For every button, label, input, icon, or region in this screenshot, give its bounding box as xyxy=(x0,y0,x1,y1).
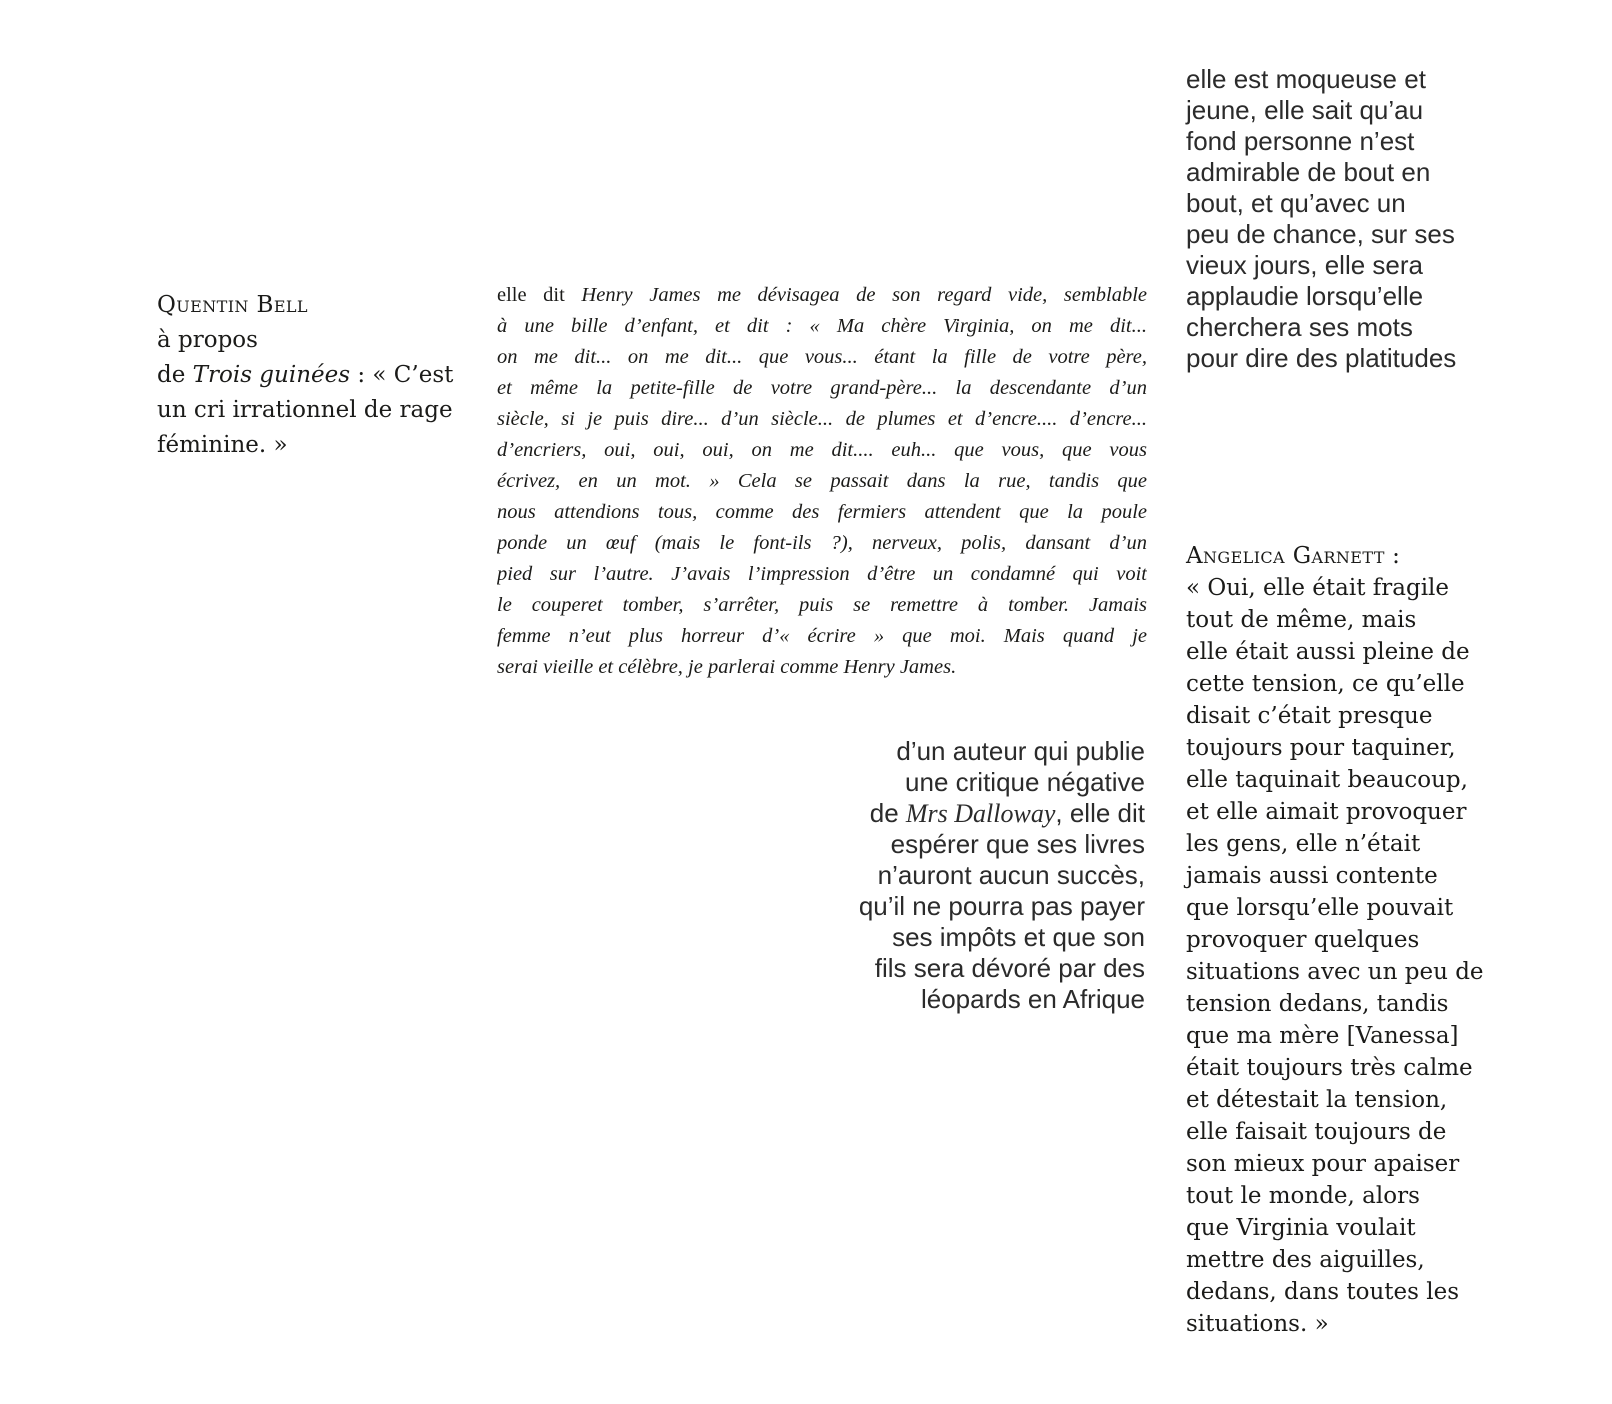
text-segment: cherchera ses mots xyxy=(1186,312,1413,342)
quote-henry-james xyxy=(497,280,1147,683)
text-segment: vieux jours, elle sera xyxy=(1186,250,1423,280)
text-segment: elle faisait toujours de xyxy=(1186,1119,1447,1145)
text-line xyxy=(1186,95,1496,126)
text-line xyxy=(497,559,1147,590)
text-segment: pied sur l’autre. J’avais l’impression d’être un condamné qui voit xyxy=(497,563,1147,585)
text-segment: provoquer quelques xyxy=(1186,927,1420,953)
text-line xyxy=(1186,126,1496,157)
text-segment: bout, et qu’avec un xyxy=(1186,188,1406,218)
text-segment: à propos xyxy=(157,327,258,353)
text-segment: elle est moqueuse et xyxy=(1186,64,1426,94)
text-segment: féminine. » xyxy=(157,432,288,458)
text-line xyxy=(1186,828,1506,860)
text-line xyxy=(497,373,1147,404)
text-line xyxy=(1186,604,1506,636)
text-line xyxy=(497,621,1147,652)
text-segment: Trois guinées xyxy=(192,362,351,388)
text-line xyxy=(157,393,497,428)
text-segment: elle était aussi pleine de xyxy=(1186,639,1470,665)
text-line xyxy=(1186,1084,1506,1116)
text-line xyxy=(497,342,1147,373)
text-segment: à une bille d’enfant, et dit : « Ma chère Virginia, on me dit... xyxy=(497,315,1147,337)
text-line xyxy=(1186,64,1496,95)
text-segment: pour dire des platitudes xyxy=(1186,343,1457,373)
text-line xyxy=(1186,250,1496,281)
text-line xyxy=(157,288,497,323)
text-segment: un cri irrationnel de rage xyxy=(157,397,453,423)
text-line xyxy=(1186,764,1506,796)
text-line xyxy=(1186,956,1506,988)
text-line xyxy=(497,590,1147,621)
text-line xyxy=(1186,1020,1506,1052)
text-line xyxy=(1186,157,1496,188)
text-segment: admirable de bout en xyxy=(1186,157,1431,187)
text-segment: espérer que ses livres xyxy=(890,829,1145,859)
text-line xyxy=(1186,312,1496,343)
text-segment: d’encriers, oui, oui, oui, on me dit.... euh... que vous, que vous xyxy=(497,439,1147,461)
text-line xyxy=(1186,188,1496,219)
text-line xyxy=(497,280,1147,311)
text-segment: le couperet tomber, s’arrêter, puis se remettre à tomber. Jamais xyxy=(497,594,1147,616)
text-segment: toujours pour taquiner, xyxy=(1186,735,1456,761)
text-line xyxy=(725,891,1145,922)
text-line xyxy=(497,435,1147,466)
text-line xyxy=(725,767,1145,798)
text-segment: léopards en Afrique xyxy=(920,984,1145,1014)
text-segment: tension dedans, tandis xyxy=(1186,991,1449,1017)
text-segment: de xyxy=(157,362,193,388)
text-line xyxy=(725,798,1145,829)
text-segment: « Oui, elle était fragile xyxy=(1186,575,1450,601)
text-segment: tout de même, mais xyxy=(1186,607,1417,633)
text-line xyxy=(157,358,497,393)
quote-angelica-garnett xyxy=(1186,540,1506,1340)
text-line xyxy=(725,736,1145,767)
text-segment: applaudie lorsqu’elle xyxy=(1186,281,1424,311)
text-line xyxy=(1186,1052,1506,1084)
text-segment: n’auront aucun succès, xyxy=(877,860,1145,890)
text-segment: et même la petite-fille de votre grand-père... la descendante d’un xyxy=(497,377,1147,399)
text-segment: les gens, elle n’était xyxy=(1186,831,1421,857)
text-line xyxy=(725,860,1145,891)
text-segment: jeune, elle sait qu’au xyxy=(1186,95,1424,125)
text-segment: elle taquinait beaucoup, xyxy=(1186,767,1468,793)
text-line xyxy=(1186,343,1496,374)
text-line xyxy=(725,922,1145,953)
text-segment: Mrs Dalloway xyxy=(905,799,1056,828)
attribution-quentin-bell xyxy=(157,288,497,463)
text-segment: serai vieille et célèbre, je parlerai comme Henry James. xyxy=(497,656,957,678)
text-line xyxy=(1186,796,1506,828)
text-line xyxy=(725,829,1145,860)
text-segment: cette tension, ce qu’elle xyxy=(1186,671,1465,697)
text-segment: : « C’est xyxy=(350,362,454,388)
text-segment: peu de chance, sur ses xyxy=(1186,219,1455,249)
text-line xyxy=(157,428,497,463)
text-segment: jamais aussi contente xyxy=(1186,863,1438,889)
text-segment: fond personne n’est xyxy=(1186,126,1415,156)
text-segment: situations. » xyxy=(1186,1311,1329,1337)
text-segment: Angelica Garnett xyxy=(1186,543,1385,569)
text-line xyxy=(1186,668,1506,700)
text-line xyxy=(1186,892,1506,924)
text-line xyxy=(497,466,1147,497)
text-segment: Henry James me dévisagea de son regard vide, semblable xyxy=(581,284,1147,306)
text-line xyxy=(497,311,1147,342)
text-line xyxy=(1186,860,1506,892)
text-line xyxy=(725,953,1145,984)
text-segment: d’un auteur qui publie xyxy=(896,736,1145,766)
text-segment: situations avec un peu de xyxy=(1186,959,1484,985)
text-line xyxy=(1186,572,1506,604)
text-segment: on me dit... on me dit... que vous... étant la fille de votre père, xyxy=(497,346,1147,368)
text-line xyxy=(157,323,497,358)
text-line xyxy=(1186,700,1506,732)
text-segment: qu’il ne pourra pas payer xyxy=(858,891,1145,921)
text-line xyxy=(1186,281,1496,312)
text-line xyxy=(1186,924,1506,956)
text-segment: une critique négative xyxy=(905,767,1145,797)
text-line xyxy=(1186,1212,1506,1244)
text-line xyxy=(725,984,1145,1015)
text-line xyxy=(497,404,1147,435)
text-segment: ses impôts et que son xyxy=(892,922,1145,952)
text-segment: que lorsqu’elle pouvait xyxy=(1186,895,1454,921)
text-line xyxy=(1186,540,1506,572)
text-segment: fils sera dévoré par des xyxy=(874,953,1145,983)
text-segment: son mieux pour apaiser xyxy=(1186,1151,1460,1177)
text-segment: siècle, si je puis dire... d’un siècle... de plumes et d’encre.... d’encre... xyxy=(497,408,1147,430)
text-line xyxy=(1186,1116,1506,1148)
text-line xyxy=(1186,1244,1506,1276)
text-segment: que ma mère [Vanessa] xyxy=(1186,1023,1459,1049)
text-segment: disait c’était presque xyxy=(1186,703,1433,729)
text-segment: nous attendions tous, comme des fermiers attendent que la poule xyxy=(497,501,1147,523)
text-segment: mettre des aiguilles, xyxy=(1186,1247,1425,1273)
text-segment: : xyxy=(1384,543,1400,569)
text-line xyxy=(1186,1148,1506,1180)
text-segment: était toujours très calme xyxy=(1186,1055,1473,1081)
text-segment: femme n’eut plus horreur d’« écrire » que moi. Mais quand je xyxy=(497,625,1147,647)
text-line xyxy=(1186,732,1506,764)
text-line xyxy=(1186,1308,1506,1340)
text-line xyxy=(1186,988,1506,1020)
text-line xyxy=(497,528,1147,559)
text-segment: ponde un œuf (mais le font-ils ?), nerveux, polis, dansant d’un xyxy=(497,532,1147,554)
text-segment: tout le monde, alors xyxy=(1186,1183,1420,1209)
text-segment: et elle aimait provoquer xyxy=(1186,799,1467,825)
text-line xyxy=(497,652,1147,683)
text-line xyxy=(1186,1276,1506,1308)
text-line xyxy=(1186,219,1496,250)
text-segment: et détestait la tension, xyxy=(1186,1087,1448,1113)
text-segment: écrivez, en un mot. » Cela se passait dans la rue, tandis que xyxy=(497,470,1147,492)
text-line xyxy=(1186,636,1506,668)
text-segment: de xyxy=(869,798,906,828)
text-line xyxy=(497,497,1147,528)
text-segment: Quentin Bell xyxy=(157,292,308,318)
text-segment: elle dit xyxy=(497,284,582,306)
caption-mrs-dalloway xyxy=(725,736,1145,1015)
quote-moqueuse xyxy=(1186,64,1496,374)
text-segment: que Virginia voulait xyxy=(1186,1215,1416,1241)
text-segment: dedans, dans toutes les xyxy=(1186,1279,1460,1305)
text-line xyxy=(1186,1180,1506,1212)
text-segment: , elle dit xyxy=(1055,798,1145,828)
